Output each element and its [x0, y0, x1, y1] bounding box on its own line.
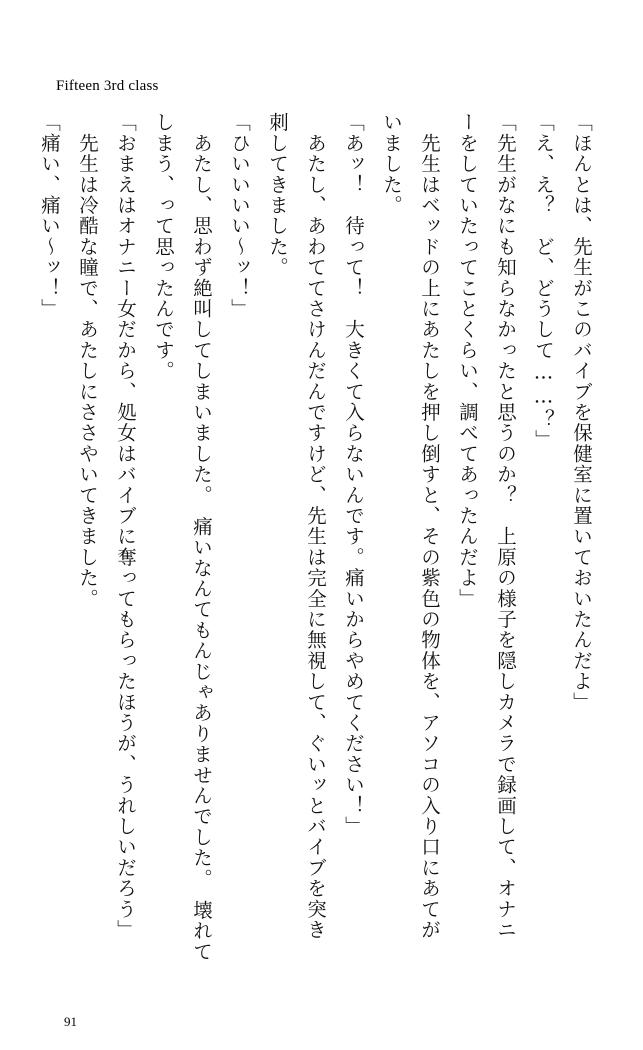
text-column: 先生はベッドの上にあたしを押し倒すと、その紫色の物体を、アソコの入り口にあてが [418, 112, 441, 940]
vertical-text-body [40, 112, 600, 992]
text-column: 「あッ！ 待って！ 大きくて入らないんです。痛いからやめてください！」 [342, 112, 365, 837]
page-number: 91 [64, 1014, 77, 1029]
text-column: 先生は冷酷な瞳で、あたしにささやいてきました。 [76, 112, 99, 609]
text-column: 「え、え？ ど、どうして……？」 [532, 112, 555, 451]
text-column: しまう、って思ったんです。 [152, 112, 175, 382]
text-column: 「痛い、痛い～ッ！」 [38, 112, 61, 319]
text-column: 「ひいいいい～ッ！」 [228, 112, 251, 319]
text-column: 「おまえはオナニー女だから、処女はバイブに奪ってもらったほうが、うれしいだろう」 [114, 112, 137, 940]
text-column: あたし、あわててさけんだんですけど、先生は完全に無視して、ぐいッとバイブを突き [304, 112, 327, 940]
text-column: いました。 [380, 112, 403, 216]
text-column: 「先生がなにも知らなかったと思うのか？ 上原の様子を隠しカメラで録画して、オナニ [494, 112, 517, 940]
text-column: 「ほんとは、先生がこのバイブを保健室に置いておいたんだよ」 [570, 112, 593, 713]
page-header: Fifteen 3rd class [56, 78, 159, 94]
text-column: ーをしていたってことくらい、調べてあったんだよ」 [456, 112, 479, 609]
text-column: あたし、思わず絶叫してしまいました。 痛いなんてもんじゃありませんでした。 壊れて [190, 112, 213, 962]
text-column: 刺してきました。 [266, 112, 289, 278]
